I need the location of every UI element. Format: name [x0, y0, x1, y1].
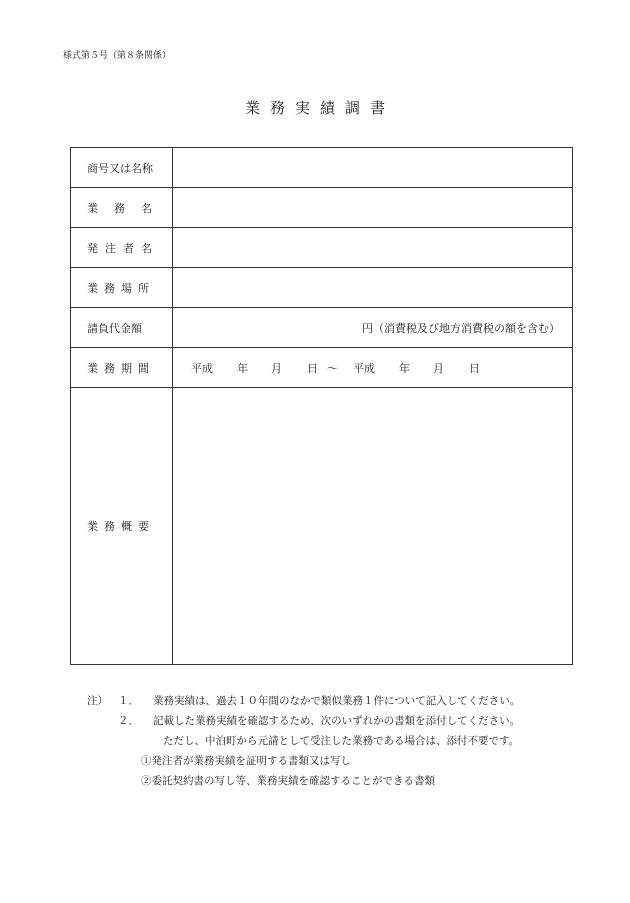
title-char: 務: [269, 99, 285, 117]
note-1-text: 業務実績は、過去１０年間のなかで類似業務１件について記入してください。: [153, 695, 521, 707]
title-char: 業: [244, 99, 260, 117]
notes-prefix: 注）: [87, 695, 108, 707]
label-project-name: 業 務 名: [71, 188, 173, 228]
label-client-name: 発 注 者 名: [71, 228, 173, 268]
document-title: [0, 97, 630, 118]
note-option-2: ②委託契約書の写し等、業務実績を確認することができる書類: [141, 775, 435, 787]
table-row-project-name: [71, 188, 573, 228]
field-period[interactable]: [173, 348, 573, 388]
note-2-number: ２．: [118, 715, 139, 727]
note-2-text: 記載した業務実績を確認するため、次のいずれかの書類を添付してください。: [153, 715, 521, 727]
note-1-number: １．: [118, 695, 139, 707]
label-location: 業 務 場 所: [71, 268, 173, 308]
note-2-exception: ただし、中泊町から元請として受注した業務である場合は、添付不要です。: [163, 735, 520, 747]
field-client-name[interactable]: [173, 228, 573, 268]
label-summary: 業 務 概 要: [71, 388, 173, 665]
title-char: 実: [294, 99, 310, 117]
label-period: 業 務 期 間: [71, 348, 173, 388]
table-row-contract-amount: [71, 308, 573, 348]
field-project-name[interactable]: [173, 188, 573, 228]
label-company-name: 商号又は名称: [71, 148, 173, 188]
field-contract-amount[interactable]: [173, 308, 573, 348]
title-char: 書: [370, 99, 386, 117]
period-template: 平成 年 月 日 ～ 平成 年 月 日: [191, 361, 480, 375]
title-char: 調: [345, 99, 361, 117]
field-location[interactable]: [173, 268, 573, 308]
table-row-company-name: [71, 148, 573, 188]
table-row-period: [71, 348, 573, 388]
note-option-1: ①発注者が業務実績を証明する書類又は写し: [141, 755, 351, 767]
amount-tax-note: 円（消費税及び地方消費税の額を含む）: [362, 321, 560, 335]
field-summary[interactable]: [173, 388, 573, 665]
field-company-name[interactable]: [173, 148, 573, 188]
form-number: 様式第５号（第８条関係）: [63, 51, 172, 61]
label-contract-amount: 請負代金額: [71, 308, 173, 348]
table-row-location: [71, 268, 573, 308]
table-row-client-name: [71, 228, 573, 268]
table-row-summary: [71, 388, 573, 665]
title-char: 績: [320, 99, 336, 117]
business-record-table: [70, 147, 573, 665]
